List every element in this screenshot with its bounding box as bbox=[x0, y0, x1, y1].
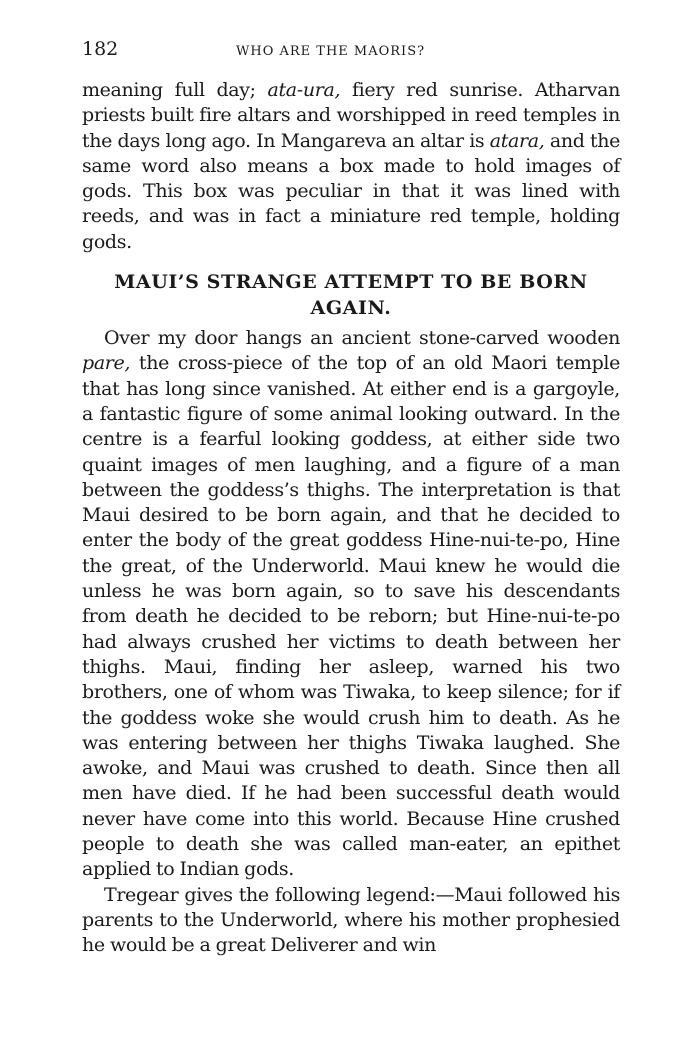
text-run: fiery red sunrise. Atharvan priests built fire altars and worshipped in reed temples in the days long ago. In Mangareva an altar is bbox=[82, 79, 621, 152]
text-run: the cross-piece of the top of an old Maori temple that has long since vanished. At either end is a gargoyle, a fantastic figure of some animal looking outward. In the centre is a fearful looking goddess, at either side two quaint images of men laughing, and a figure of a man between the goddess’s thighs. The interpretation is that Maui desired to be born again, and that he decided to enter the body of the great goddess Hine-nui-te-po, Hine the great, of the Underworld. Maui knew he would die unless he was born again, so to save his descendants from death he decided to be reborn; but Hine-nui-te-po had always crushed her victims to death between her thighs. Maui, finding her asleep, warned his two brothers, one of whom was Tiwaka, to keep silence; for if the goddess woke she would crush him to death. As he was entering between her thighs Tiwaka laughed. She awoke, and Maui was crushed to death. Since then all men have died. If he had been successful death would never have come into this world. Because Hine crushed people to death she was called man-eater, an epithet applied to Indian gods. bbox=[82, 352, 620, 881]
paragraph-continuation bbox=[82, 78, 620, 255]
section-heading-line-2: AGAIN. bbox=[310, 297, 392, 320]
text-run: meaning full day; bbox=[82, 79, 268, 101]
italic-term: atara, bbox=[489, 129, 545, 152]
italic-term: pare, bbox=[82, 352, 131, 375]
text-run: Over my door hangs an ancient stone-carved wooden bbox=[104, 327, 620, 350]
running-head bbox=[82, 38, 620, 64]
book-page bbox=[82, 38, 620, 959]
text-run: Tregear gives the following legend:—Maui followed his parents to the Underworld, where his mother prophesied he would be a great Deliverer and win bbox=[82, 883, 620, 957]
section-heading-line-1: MAUI’S STRANGE ATTEMPT TO BE BORN bbox=[114, 271, 588, 294]
section-heading bbox=[82, 269, 620, 321]
page-number: 182 bbox=[82, 38, 119, 60]
text-run: and the same word also means a box made to hold images of gods. This box was peculiar in that it was lined with reeds, and was in fact a miniature red temple, holding gods. bbox=[82, 129, 621, 253]
paragraph-tregear-legend bbox=[82, 883, 620, 959]
paragraph-maui-legend bbox=[82, 326, 620, 883]
italic-term: ata-ura, bbox=[267, 79, 341, 101]
running-title: WHO ARE THE MAORIS? bbox=[236, 44, 426, 59]
